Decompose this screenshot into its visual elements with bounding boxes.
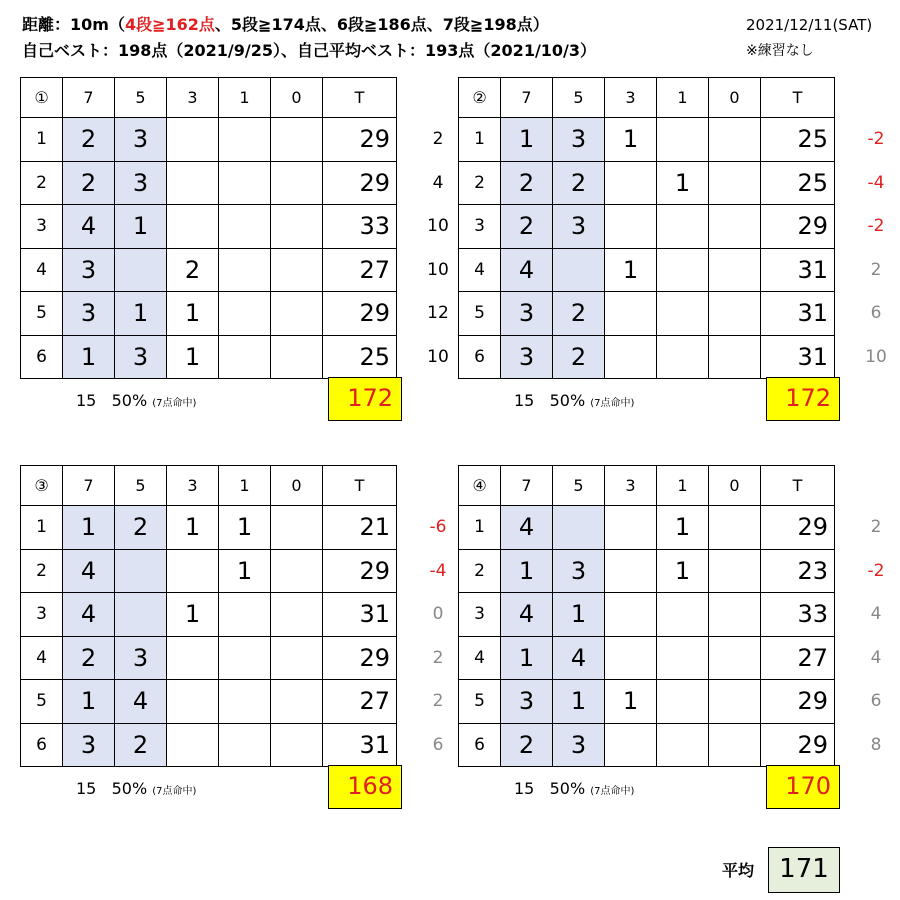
count-5: 3: [115, 636, 167, 680]
count-3: [167, 636, 219, 680]
hit-summary: [76, 391, 196, 410]
count-0: [709, 161, 761, 205]
column-header-5: 5: [115, 78, 167, 118]
end-number: 4: [459, 248, 501, 292]
count-1: [219, 161, 271, 205]
session-date: 2021/12/11(SAT): [746, 16, 873, 34]
end-number: 5: [459, 680, 501, 724]
count-5: [115, 248, 167, 292]
count-7: 2: [63, 118, 115, 162]
count-5: 4: [553, 636, 605, 680]
count-3: 2: [167, 248, 219, 292]
session-note: ※練習なし: [746, 43, 814, 59]
column-header-total: T: [761, 466, 835, 506]
hit-note: (7点命中): [590, 398, 635, 409]
count-0: [709, 723, 761, 767]
end-number: 3: [459, 205, 501, 249]
table-row: [21, 593, 397, 637]
round-label: ④: [459, 466, 501, 506]
end-total: 31: [323, 593, 397, 637]
end-number: 6: [459, 723, 501, 767]
count-0: [271, 723, 323, 767]
count-0: [709, 248, 761, 292]
count-0: [271, 161, 323, 205]
end-number: 1: [21, 118, 63, 162]
column-header-total: T: [323, 466, 397, 506]
column-header-0: 0: [271, 466, 323, 506]
count-1: [657, 248, 709, 292]
count-5: 3: [553, 549, 605, 593]
hit-summary: [76, 779, 196, 798]
hit-count-percent: 15 50%: [76, 779, 153, 798]
end-total: 25: [761, 161, 835, 205]
count-3: [605, 335, 657, 379]
end-total: 31: [761, 335, 835, 379]
count-1: [219, 205, 271, 249]
hit-note: (7点命中): [590, 786, 635, 797]
count-7: 2: [63, 161, 115, 205]
count-5: 3: [115, 335, 167, 379]
count-3: [167, 549, 219, 593]
end-diff: -2: [867, 216, 885, 236]
score-block-2: [458, 77, 835, 379]
count-0: [709, 593, 761, 637]
end-number: 2: [21, 161, 63, 205]
count-1: [657, 205, 709, 249]
count-3: [605, 205, 657, 249]
count-5: [115, 593, 167, 637]
count-0: [271, 593, 323, 637]
count-0: [271, 549, 323, 593]
count-3: [605, 636, 657, 680]
end-total: 31: [761, 248, 835, 292]
column-header-5: 5: [553, 78, 605, 118]
count-3: [605, 549, 657, 593]
table-row: [459, 161, 835, 205]
count-7: 3: [63, 248, 115, 292]
count-7: 4: [501, 593, 553, 637]
table-row: [459, 118, 835, 162]
score-table-header: [459, 78, 835, 118]
end-total: 25: [761, 118, 835, 162]
count-0: [271, 248, 323, 292]
count-1: [657, 680, 709, 724]
distance-threshold-red: 4段≧162点: [124, 15, 215, 34]
count-3: [605, 506, 657, 550]
column-header-1: 1: [219, 78, 271, 118]
end-diff: 2: [870, 259, 882, 280]
distance-header: [22, 14, 549, 36]
count-3: 1: [167, 593, 219, 637]
column-header-3: 3: [605, 466, 657, 506]
count-5: 1: [115, 205, 167, 249]
count-1: 1: [657, 549, 709, 593]
count-7: 4: [63, 549, 115, 593]
count-7: 2: [501, 723, 553, 767]
end-total: 29: [323, 636, 397, 680]
end-number: 5: [459, 292, 501, 336]
count-3: 1: [167, 506, 219, 550]
count-5: [553, 506, 605, 550]
table-row: [459, 506, 835, 550]
end-total: 29: [323, 161, 397, 205]
count-1: [657, 636, 709, 680]
end-total: 33: [761, 593, 835, 637]
end-diff: 0: [432, 604, 444, 624]
column-header-7: 7: [501, 466, 553, 506]
count-5: 2: [115, 506, 167, 550]
count-5: 2: [115, 723, 167, 767]
count-1: [219, 636, 271, 680]
column-header-1: 1: [657, 78, 709, 118]
count-7: 1: [63, 506, 115, 550]
hit-note: (7点命中): [152, 398, 197, 409]
end-diff: 6: [870, 691, 882, 711]
count-1: 1: [657, 161, 709, 205]
count-3: 1: [167, 335, 219, 379]
score-table: [20, 465, 397, 767]
end-total: 21: [323, 506, 397, 550]
count-3: [167, 680, 219, 724]
end-diff: 2: [432, 647, 444, 668]
column-header-5: 5: [553, 466, 605, 506]
count-5: 1: [553, 680, 605, 724]
count-1: 1: [219, 506, 271, 550]
count-7: 1: [501, 549, 553, 593]
count-5: 2: [553, 335, 605, 379]
end-number: 5: [21, 680, 63, 724]
end-diff: 4: [870, 604, 882, 624]
hit-count-percent: 15 50%: [76, 391, 153, 410]
end-diff: -4: [429, 560, 447, 581]
table-row: [21, 549, 397, 593]
end-total: 29: [761, 205, 835, 249]
block-sum: 168: [328, 765, 402, 809]
column-header-1: 1: [219, 466, 271, 506]
end-number: 1: [459, 118, 501, 162]
table-row: [459, 723, 835, 767]
count-1: 1: [657, 506, 709, 550]
table-row: [21, 680, 397, 724]
count-3: 1: [167, 292, 219, 336]
end-total: 29: [761, 506, 835, 550]
count-1: [219, 292, 271, 336]
end-number: 2: [459, 161, 501, 205]
count-7: 3: [63, 723, 115, 767]
count-0: [709, 118, 761, 162]
count-0: [709, 680, 761, 724]
distance-suffix: 、5段≧174点、6段≧186点、7段≧198点）: [214, 15, 549, 34]
count-0: [271, 118, 323, 162]
count-7: 3: [501, 335, 553, 379]
end-diff: 2: [870, 517, 882, 537]
count-7: 1: [501, 636, 553, 680]
hit-summary: [514, 779, 634, 798]
count-3: [605, 723, 657, 767]
count-1: [219, 118, 271, 162]
end-diff: 10: [865, 346, 887, 367]
end-diff: 10: [427, 216, 449, 236]
count-7: 3: [63, 292, 115, 336]
count-0: [709, 205, 761, 249]
end-diff: 2: [432, 129, 444, 149]
table-row: [459, 205, 835, 249]
end-diff: 10: [427, 259, 449, 280]
column-header-0: 0: [709, 78, 761, 118]
count-3: [167, 723, 219, 767]
column-header-total: T: [761, 78, 835, 118]
count-7: 4: [63, 593, 115, 637]
end-diff: 8: [870, 734, 882, 755]
count-5: 3: [553, 118, 605, 162]
column-header-5: 5: [115, 466, 167, 506]
end-total: 25: [323, 335, 397, 379]
table-row: [459, 593, 835, 637]
round-label: ③: [21, 466, 63, 506]
count-7: 1: [63, 680, 115, 724]
table-row: [459, 680, 835, 724]
count-7: 2: [501, 161, 553, 205]
column-header-3: 3: [167, 78, 219, 118]
hit-count-percent: 15 50%: [514, 391, 591, 410]
count-0: [271, 335, 323, 379]
count-7: 1: [501, 118, 553, 162]
hit-note: (7点命中): [152, 786, 197, 797]
count-7: 2: [501, 205, 553, 249]
table-row: [21, 248, 397, 292]
score-block-4: [458, 465, 835, 767]
count-5: 1: [553, 593, 605, 637]
column-header-total: T: [323, 78, 397, 118]
end-total: 27: [323, 248, 397, 292]
count-5: 3: [115, 118, 167, 162]
hit-count-percent: 15 50%: [514, 779, 591, 798]
count-5: 2: [553, 292, 605, 336]
end-total: 23: [761, 549, 835, 593]
end-total: 27: [323, 680, 397, 724]
end-diff: -2: [867, 129, 885, 149]
distance-prefix: 距離：10m（: [22, 15, 125, 34]
table-row: [21, 335, 397, 379]
score-table: [458, 77, 835, 379]
end-diff: -2: [867, 560, 885, 581]
count-1: [657, 292, 709, 336]
table-row: [21, 118, 397, 162]
end-diff: -6: [429, 517, 447, 537]
column-header-3: 3: [605, 78, 657, 118]
count-5: 3: [553, 723, 605, 767]
end-diff: 2: [432, 691, 444, 711]
count-1: [657, 335, 709, 379]
end-number: 3: [21, 593, 63, 637]
end-number: 4: [21, 248, 63, 292]
end-number: 2: [459, 549, 501, 593]
count-5: 2: [553, 161, 605, 205]
round-label: ①: [21, 78, 63, 118]
count-3: [167, 118, 219, 162]
count-0: [271, 680, 323, 724]
table-row: [21, 506, 397, 550]
end-total: 33: [323, 205, 397, 249]
end-total: 31: [761, 292, 835, 336]
end-total: 29: [761, 723, 835, 767]
count-5: [553, 248, 605, 292]
end-total: 29: [323, 549, 397, 593]
block-sum: 172: [328, 377, 402, 421]
end-number: 3: [459, 593, 501, 637]
count-1: [657, 118, 709, 162]
count-7: 4: [63, 205, 115, 249]
table-row: [459, 636, 835, 680]
count-7: 2: [63, 636, 115, 680]
count-0: [271, 506, 323, 550]
end-diff: 4: [870, 647, 882, 668]
end-number: 6: [21, 335, 63, 379]
score-block-3: [20, 465, 397, 767]
count-1: 1: [219, 549, 271, 593]
count-5: 3: [115, 161, 167, 205]
table-row: [459, 335, 835, 379]
block-sum: 170: [766, 765, 840, 809]
count-0: [709, 549, 761, 593]
average-value: 171: [768, 847, 840, 893]
count-3: [605, 292, 657, 336]
table-row: [21, 723, 397, 767]
count-5: 1: [115, 292, 167, 336]
table-row: [21, 292, 397, 336]
end-diff: 4: [432, 172, 444, 193]
end-number: 6: [21, 723, 63, 767]
end-number: 6: [459, 335, 501, 379]
count-7: 4: [501, 506, 553, 550]
score-table-header: [459, 466, 835, 506]
column-header-7: 7: [63, 466, 115, 506]
table-row: [459, 292, 835, 336]
column-header-7: 7: [63, 78, 115, 118]
block-sum: 172: [766, 377, 840, 421]
end-diff: 10: [427, 346, 449, 367]
count-1: [219, 723, 271, 767]
count-3: [605, 161, 657, 205]
score-table-header: [21, 78, 397, 118]
table-row: [21, 161, 397, 205]
round-label: ②: [459, 78, 501, 118]
column-header-3: 3: [167, 466, 219, 506]
personal-best-line: 自己ベスト：198点（2021/9/25）、自己平均ベスト：193点（2021/10/3）: [22, 41, 597, 60]
column-header-0: 0: [271, 78, 323, 118]
count-7: 1: [63, 335, 115, 379]
table-row: [21, 205, 397, 249]
end-number: 2: [21, 549, 63, 593]
table-row: [21, 636, 397, 680]
count-3: [167, 205, 219, 249]
end-number: 1: [21, 506, 63, 550]
end-total: 27: [761, 636, 835, 680]
end-number: 5: [21, 292, 63, 336]
count-1: [657, 723, 709, 767]
end-diff: 12: [427, 303, 449, 323]
count-3: 1: [605, 248, 657, 292]
end-diff: 6: [432, 734, 444, 755]
count-0: [271, 205, 323, 249]
end-number: 1: [459, 506, 501, 550]
count-3: 1: [605, 118, 657, 162]
count-0: [709, 506, 761, 550]
count-5: [115, 549, 167, 593]
count-5: 3: [553, 205, 605, 249]
count-1: [657, 593, 709, 637]
end-number: 3: [21, 205, 63, 249]
count-1: [219, 680, 271, 724]
score-table: [458, 465, 835, 767]
count-3: 1: [605, 680, 657, 724]
column-header-1: 1: [657, 466, 709, 506]
count-3: [167, 161, 219, 205]
count-7: 3: [501, 680, 553, 724]
end-total: 29: [323, 118, 397, 162]
score-table: [20, 77, 397, 379]
end-total: 31: [323, 723, 397, 767]
count-3: [605, 593, 657, 637]
count-1: [219, 248, 271, 292]
count-1: [219, 593, 271, 637]
average-label: 平均: [722, 861, 755, 880]
end-total: 29: [761, 680, 835, 724]
column-header-7: 7: [501, 78, 553, 118]
table-row: [459, 248, 835, 292]
count-0: [709, 335, 761, 379]
score-table-header: [21, 466, 397, 506]
count-0: [271, 636, 323, 680]
score-block-1: [20, 77, 397, 379]
count-7: 3: [501, 292, 553, 336]
end-number: 4: [459, 636, 501, 680]
count-0: [709, 636, 761, 680]
count-1: [219, 335, 271, 379]
end-number: 4: [21, 636, 63, 680]
hit-summary: [514, 391, 634, 410]
count-5: 4: [115, 680, 167, 724]
end-diff: 6: [870, 303, 882, 323]
count-0: [709, 292, 761, 336]
count-0: [271, 292, 323, 336]
table-row: [459, 549, 835, 593]
end-diff: -4: [867, 172, 885, 193]
end-total: 29: [323, 292, 397, 336]
column-header-0: 0: [709, 466, 761, 506]
count-7: 4: [501, 248, 553, 292]
